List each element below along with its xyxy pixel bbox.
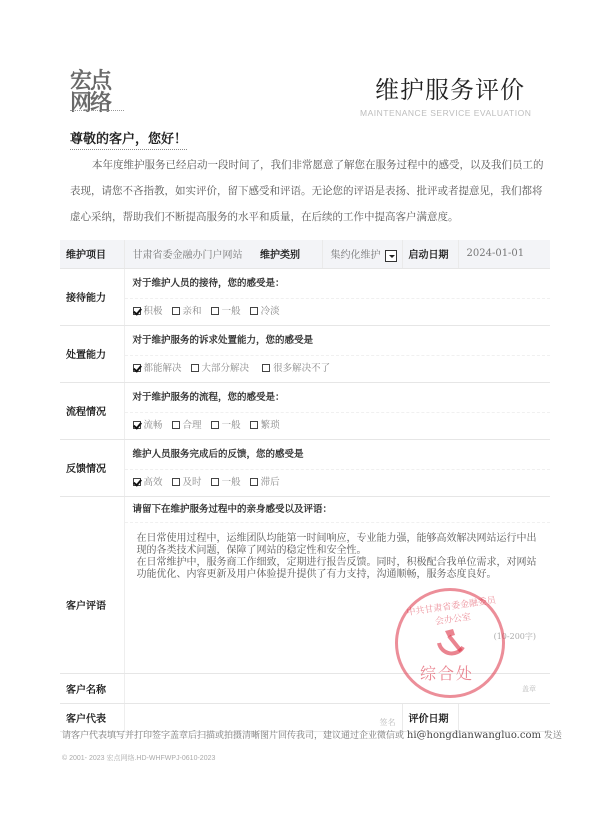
contact-email-link[interactable]: hi@hongdianwangluo.com: [406, 730, 541, 741]
customer-name-field[interactable]: [124, 673, 550, 703]
type-select[interactable]: [322, 240, 402, 268]
logo-line-2: 网络: [70, 91, 111, 116]
question-text: 对于维护人员的接待，您的感受是：: [125, 269, 551, 299]
comment-row: [60, 496, 550, 673]
logo-line-1: 宏点: [70, 69, 111, 94]
option-checkbox[interactable]: 冷淡: [250, 299, 280, 325]
option-checkbox[interactable]: 高效: [133, 470, 163, 496]
eval-date-field[interactable]: [458, 703, 550, 731]
seal-label: 盖章: [522, 684, 536, 693]
option-checkbox[interactable]: 一般: [211, 299, 241, 325]
evaluation-form: [60, 240, 550, 732]
checkbox-icon: [211, 307, 219, 315]
page-subtitle: MAINTENANCE SERVICE EVALUATION: [360, 108, 532, 118]
question-text: 对于维护服务的流程，您的感受是：: [125, 383, 551, 413]
start-date-value[interactable]: 2024-01-01: [458, 240, 550, 268]
comment-paragraph-1: 在日常使用过程中，运维团队均能第一时间响应，专业能力强，能够高效解决网站运行中出现的各类技术问题，保障了网站的稳定性和安全性。: [136, 532, 537, 556]
question-label: 反馈情况: [60, 439, 124, 496]
option-group: [125, 470, 551, 496]
customer-name-row: [60, 673, 550, 703]
eval-date-label: 评价日期: [402, 703, 458, 731]
logo-tagline: [70, 110, 124, 112]
checkbox-checked-icon: [133, 307, 141, 315]
checkbox-icon: [250, 478, 258, 486]
option-checkbox[interactable]: 及时: [172, 470, 202, 496]
question-label: 流程情况: [60, 382, 124, 439]
char-limit-hint: (10-200字): [493, 631, 536, 641]
question-row-process: [60, 382, 550, 439]
question-label: 接待能力: [60, 268, 124, 325]
checkbox-icon: [191, 364, 199, 372]
question-text: 维护人员服务完成后的反馈，您的感受是: [125, 440, 551, 470]
question-label: 处置能力: [60, 325, 124, 382]
checkbox-icon: [250, 421, 258, 429]
project-row: [60, 240, 550, 268]
option-group: [125, 413, 551, 439]
checkbox-icon: [250, 307, 258, 315]
option-checkbox[interactable]: 一般: [211, 470, 241, 496]
comment-prompt: 请留下在维护服务过程中的亲身感受以及评语：: [125, 497, 551, 523]
page-title: 维护服务评价: [375, 76, 525, 104]
checkbox-icon: [262, 364, 270, 372]
checkbox-checked-icon: [133, 364, 141, 372]
company-logo: [70, 66, 126, 114]
question-row-handling: [60, 325, 550, 382]
customer-rep-label: 客户代表: [60, 703, 124, 731]
option-checkbox[interactable]: 合理: [172, 413, 202, 439]
intro-paragraph: 本年度维护服务已经启动一段时间了，我们非常愿意了解您在服务过程中的感受，以及我们员工的表现，请您不吝指教，如实评价，留下感受和评语。无论您的评语是表扬、批评或者提意见，我们都将虚心采纳，帮助我们不断提高服务的水平和质量，在后续的工作中提高客户满意度。: [70, 159, 544, 223]
comment-textarea[interactable]: [125, 523, 551, 673]
checkbox-icon: [211, 421, 219, 429]
option-checkbox[interactable]: 大部分解决: [191, 356, 250, 382]
option-checkbox[interactable]: 都能解决: [133, 356, 182, 382]
checkbox-checked-icon: [133, 421, 141, 429]
checkbox-icon: [172, 478, 180, 486]
dropdown-arrow-icon[interactable]: [385, 250, 397, 262]
project-value[interactable]: 甘肃省委金融办门户网站: [124, 240, 254, 268]
sign-label: 签名: [379, 717, 396, 727]
checkbox-icon: [211, 478, 219, 486]
copyright: © 2001- 2023 宏点网络.HD-WHFWPJ-0610-2023: [62, 755, 216, 762]
comment-paragraph-2: 在日常维护中，服务商工作细致，定期进行报告反馈。同时，积极配合我单位需求，对网站功能优化、内容更新及用户体验提升提供了有力支持，沟通顺畅，服务态度良好。: [136, 556, 537, 580]
project-label: 维护项目: [60, 240, 124, 268]
option-group: [125, 299, 551, 325]
footer-note: 请客户代表填写并打印签字盖章后扫描或拍摄清晰图片回传我司，建议通过企业微信或 hi@hongdianwangluo.com 发送: [62, 730, 562, 741]
option-checkbox[interactable]: 一般: [211, 413, 241, 439]
option-checkbox[interactable]: 流畅: [133, 413, 163, 439]
question-text: 对于维护服务的诉求处置能力，您的感受是: [125, 326, 551, 356]
option-checkbox[interactable]: 积极: [133, 299, 163, 325]
option-group: [125, 356, 551, 382]
checkbox-icon: [172, 421, 180, 429]
option-checkbox[interactable]: 亲和: [172, 299, 202, 325]
checkbox-icon: [172, 307, 180, 315]
option-checkbox[interactable]: 滞后: [250, 470, 280, 496]
greeting: 尊敬的客户，您好！: [70, 128, 187, 150]
option-checkbox[interactable]: 繁琐: [250, 413, 280, 439]
start-date-label: 启动日期: [402, 240, 458, 268]
type-value: 集约化维护: [330, 250, 381, 261]
type-label: 维护类别: [254, 240, 322, 268]
customer-rep-row: [60, 703, 550, 731]
question-row-feedback: [60, 439, 550, 496]
seal-center-text: 综合处: [420, 664, 475, 683]
customer-rep-field[interactable]: [124, 703, 402, 731]
customer-name-label: 客户名称: [60, 673, 124, 703]
question-row-reception: [60, 268, 550, 325]
option-checkbox[interactable]: 很多解决不了: [262, 356, 330, 382]
comment-label: 客户评语: [60, 496, 124, 673]
seal-ring-text: 中共甘肃省委金融委员会办公室: [406, 595, 497, 628]
checkbox-checked-icon: [133, 478, 141, 486]
